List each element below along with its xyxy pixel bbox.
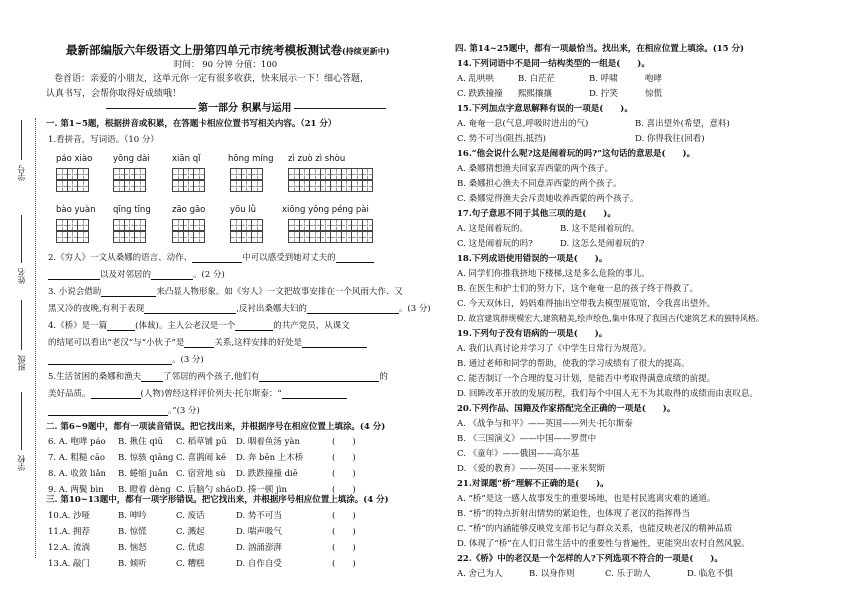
q17-stem: 17.句子意思不同于其他三项的是( )。 [457,209,616,219]
blank[interactable] [144,305,236,314]
q2-line-2: 以及对邻居的 。(2 分) [48,270,225,280]
pinyin-2: yōng dài [113,154,150,164]
pinyin-3: xiān qǐ [172,154,201,164]
write-grid[interactable] [230,168,262,180]
q6-9-row4-option-d[interactable]: D. 揍一顿 jìn [236,485,287,495]
q22-option-c[interactable]: C. 乐于助人 [605,569,651,579]
write-grid[interactable] [56,231,88,243]
binding-margin [0,0,40,608]
pinyin-1: páo xiào [56,154,93,164]
blank[interactable] [48,407,168,416]
part-rule-right [294,108,386,109]
write-grid[interactable] [230,231,262,243]
q18-option-a[interactable]: A. 同学们你推我挤地下楼梯,这是多么危险的事儿。 [457,269,650,279]
doc-title-suffix: (持续更新中) [342,46,390,56]
q10-13-row2-option-d[interactable]: D. 喘声吸气 [236,527,282,537]
q15-stem: 15.下列加点字意思解释有误的一项是( )。 [457,104,633,114]
q18-option-c[interactable]: C. 今天双休日，妈妈难得抽出空带我去模型展览馆，令我喜出望外。 [457,299,716,309]
q20-option-b[interactable]: B. 《三国演义》——中国——罗贯中 [457,434,597,444]
exam-meta: 时间： 90 分钟 分值：100 [174,60,278,70]
write-grid[interactable] [113,180,145,192]
q19-option-a[interactable]: A. 我们认真讨论并学习了《中学生日常行为规范》。 [457,344,652,354]
q6-9-row4-option-c[interactable]: C. 后脑勺 sháo [176,485,236,495]
q20-stem: 20.下列作品、国籍及作家搭配完全正确的一项是( )。 [457,404,676,414]
q18-stem: 18.下列成语使用错误的一项是( )。 [457,254,608,264]
q16-option-b[interactable]: B. 桑娜担心渔夫不同意弄西蒙的两个孩子。 [457,179,622,189]
q16-option-a[interactable]: A. 桑娜猜想渔夫回家弄西蒙的两个孩子。 [457,164,614,174]
blank[interactable] [235,322,273,331]
binding-line [21,215,22,263]
q6-9-row1-option-a[interactable]: 6. A. 咆哮 páo [48,437,106,447]
pinyin-10: xiōng yǒng péng pài [282,205,369,215]
binding-line [21,120,22,160]
q10-13-row3-option-a[interactable]: 12.A. 流淌 [48,543,91,553]
blank[interactable] [307,305,399,314]
q10-13-row1-option-c[interactable]: C. 废话 [176,511,205,521]
q10-13-row2-option-a[interactable]: 11.A. 拥荐 [48,527,91,537]
sec3-title: 三. 第10~13题中，都有一项字形错误。把它找出来，并根据序号相应位置上填涂。(4 分) [46,495,389,505]
q10-13-row3-option-b[interactable]: B. 恼怒 [118,543,147,553]
q6-9-row2-option-b[interactable]: B. 惊骇 qiāng [118,453,174,463]
answer-paren[interactable]: ( ) [332,543,356,553]
q18-option-b[interactable]: B. 在医生和护士们的努力下，这个奄奄一息的孩子终于得救了。 [457,284,699,294]
write-grid[interactable] [56,219,88,231]
doc-title [66,44,390,58]
q20-option-c[interactable]: C. 《童年》——俄国——高尔基 [457,449,580,459]
write-grid[interactable] [288,168,372,180]
q16-stem: 16.“他会说什么呢?这是闹着玩的吗?”这句话的意思是( )。 [457,149,696,159]
q22-option-b[interactable]: B. 以身作则 [529,569,575,579]
answer-paren[interactable]: ( ) [332,453,356,463]
q6-9-row3-option-a[interactable]: 8. A. 收敛 liǎn [48,469,107,479]
intro-line-1: 卷首语：亲爱的小朋友，这单元你一定有很多收获，快来展示一下！细心答题， [54,74,370,84]
q10-13-row4-option-b[interactable]: B. 倾听 [118,559,147,569]
q22-option-a[interactable]: A. 舍己为人 [457,569,503,579]
blank[interactable] [184,339,214,348]
q17-option-c[interactable]: C. 这是闹着玩的吗? [457,239,533,249]
q6-9-row2-option-d[interactable]: D. 奔 bēn 上木桥 [236,453,304,463]
write-grid[interactable] [172,180,204,192]
answer-paren[interactable]: ( ) [332,559,356,569]
write-grid[interactable] [113,231,145,243]
q21-option-d[interactable]: D. 体现了“桥”在人们日常生活中的重要性与普遍性，更能突出农村自然风貌。 [457,539,750,549]
q6-9-row3-option-d[interactable]: D. 跌跌撞撞 diē [236,469,298,479]
blank[interactable] [282,390,347,399]
q14-option-b2: 咆哮 [645,74,663,84]
q10-13-row4-option-a[interactable]: 13.A. 敲门 [48,559,91,569]
q14-option-a2: B. 白茫茫 [518,74,556,84]
part1-title: 第一部分 积累与运用 [198,103,292,114]
q10-13-row1-option-a[interactable]: 10.A. 沙哑 [48,511,91,521]
blank[interactable] [151,271,193,280]
blank[interactable] [107,322,135,331]
pinyin-7: qīng tīng [113,205,151,215]
q17-option-d[interactable]: D. 这怎么是闹着玩的? [560,239,645,249]
write-grid[interactable] [172,168,204,180]
q2-line-1: 2.《穷人》一文从桑娜的语言、动作、 中可以感受到她对丈夫的 [48,253,374,263]
pinyin-5: zì zuò zì shòu [288,154,346,164]
sec2-title: 二. 第6~9题中，都有一项读音错误。把它找出来，并根据序号在相应位置上填涂。(4 分) [46,422,386,432]
q10-13-row3-option-c[interactable]: C. 优虑 [176,543,205,553]
write-grid[interactable] [113,219,145,231]
blank[interactable] [192,254,242,263]
sec4-title: 四. 第14~25题中，都有一项最恰当。找出来，在相应位置上填涂。(15 分) [455,44,745,54]
answer-paren[interactable]: ( ) [332,485,356,495]
q15-option-c[interactable]: C. 势不可当(阻挡,抵挡) [457,134,546,144]
binding-line [21,300,22,350]
write-grid[interactable] [56,180,88,192]
q22-option-d[interactable]: D. 临危不惧 [687,569,733,579]
q14-option-b[interactable]: B. 呼啸 [589,74,618,84]
q21-option-a[interactable]: A. “桥”是这一感人故事发生的重要场地，也是村民逃离灾难的通道。 [457,494,716,504]
binding-line [21,392,22,450]
part-rule-left [106,108,196,109]
pinyin-9: yōu lǜ [230,205,257,215]
q21-option-c[interactable]: C. “桥”的内涵能够反映党支部书记与群众关系，也能反映老汉的精神品质 [457,524,733,534]
q6-9-row2-option-c[interactable]: C. 喜鹊闹 kē [176,453,226,463]
blank[interactable] [336,254,374,263]
q4-line-3: 。(3 分) [48,355,204,365]
blank[interactable] [48,356,172,365]
q14-option-c2: 熙熙攘攘 [518,89,553,99]
q10-13-row4-option-d[interactable]: D. 自作自受 [236,559,282,569]
q10-13-row3-option-d[interactable]: D. 汹涌澎湃 [236,543,282,553]
write-grid[interactable] [172,219,204,231]
answer-paren[interactable]: ( ) [332,527,356,537]
right-column [455,0,855,608]
answer-paren[interactable]: ( ) [332,511,356,521]
q14-option-c[interactable]: C. 跌跌撞撞 [457,89,503,99]
sec1-title: 一. 第1~5题，根据拼音或积累，在答题卡相应位置书写相关内容。（21 分） [46,119,337,129]
q6-9-row1-option-c[interactable]: C. 稻草铺 pū [176,437,227,447]
q14-stem: 14.下列词语中不是同一结构类型的一组是( )。 [457,59,650,69]
write-grid[interactable] [172,231,204,243]
q20-option-d[interactable]: D. 《爱的教育》——英国——亚米契斯 [457,464,605,474]
q18-option-d[interactable]: D. 故宫建筑群规模宏大,建筑精美,绘声绘色,集中体现了我国古代建筑艺术的独特风格。 [457,314,764,323]
q14-option-a[interactable]: A. 乱哄哄 [457,74,495,84]
write-grid[interactable] [288,180,372,192]
write-grid[interactable] [230,180,262,192]
q17-option-a[interactable]: A. 这是闹着玩的。 [457,224,529,234]
q19-option-d[interactable]: D. 回眸改革开放的发展历程，我们每个中国人无不为其取得的成绩而由衷叹息。 [457,389,758,399]
blank[interactable] [302,339,367,348]
blank[interactable] [91,390,141,399]
binding-label-student-id: 学号 [17,165,26,181]
q15-option-b[interactable]: B. 喜出望外(希望，意料) [635,119,730,129]
binding-label-name: 姓名 [17,268,26,284]
q22-stem: 22.《桥》中的老汉是一个怎样的人?下列选项不符合的一项是( )。 [457,554,723,564]
binding-label-school: 学校 [17,455,26,471]
q6-9-row2-option-a[interactable]: 7. A. 粗糙 cāo [48,453,106,463]
answer-paren[interactable]: ( ) [332,437,356,447]
q15-option-d[interactable]: D. 你得我往(回看) [635,134,705,144]
q14-option-d2: 惊慌 [645,89,663,99]
q10-13-row1-option-b[interactable]: B. 呻吟 [118,511,147,521]
q6-9-row1-option-b[interactable]: B. 揪住 qiū [118,437,163,447]
q5-line-1: 5.生活贫困的桑娜和渔夫 了邻居的两个孩子,他们有 的 [48,372,388,382]
answer-paren[interactable]: ( ) [332,469,356,479]
intro-line-2: 认真书写，会帮你取得好成绩哦！ [46,89,182,99]
q3-line-1: 3. 小说会借助 来凸显人物形象。如《穷人》一文把故事安排在一个风雨大作、又 [48,287,403,297]
q19-stem: 19.下列句子没有语病的一项是( )。 [457,329,608,339]
write-grid[interactable] [113,168,145,180]
q15-option-a[interactable]: A. 奄奄一息(气息,呼吸时进出的气) [457,119,589,129]
write-grid[interactable] [230,219,262,231]
q4-line-2: 的结尾可以看出“老汉”与“小伙子”是 关系,这样安排的好处是 [48,338,367,348]
q6-9-row4-option-a[interactable]: 9. A. 两鬓 bìn [48,485,104,495]
q10-13-row4-option-c[interactable]: C. 糟糕 [176,559,205,569]
q4-line-1: 4.《桥》是一篇 (体裁)。主人公老汉是一个 的共产党员，从课文 [48,321,350,331]
left-column [46,0,442,608]
write-grid[interactable] [288,219,372,231]
q6-9-row3-option-b[interactable]: B. 蜷缩 juǎn [118,469,169,479]
pinyin-6: bào yuàn [56,205,96,215]
q6-9-row3-option-c[interactable]: C. 宿营地 sù [176,469,226,479]
q6-9-row1-option-d[interactable]: D. 咽着鱼汤 yàn [236,437,300,447]
pinyin-4: hōng míng [228,154,274,164]
q14-option-d[interactable]: D. 拧笑 [589,89,618,99]
blank[interactable] [48,271,100,280]
q6-9-row4-option-b[interactable]: B. 瞪着 dèng [118,485,171,495]
q3-line-2: 黑又冷的夜晚,有利于表现 ,反衬出桑娜夫妇的 。(3 分) [48,304,431,314]
blank[interactable] [259,373,379,382]
q5-line-3: 。”(3 分) [48,406,200,416]
q10-13-row2-option-c[interactable]: C. 溅起 [176,527,205,537]
q19-option-c[interactable]: C. 能否制订一个合理的复习计划，是能否中考取得满意成绩的前提。 [457,374,716,384]
write-grid[interactable] [56,168,88,180]
cut-line [35,118,36,558]
blank[interactable] [101,288,156,297]
doc-title-text: 最新部编版六年级语文上册第四单元市统考模板测试卷 [66,43,342,57]
write-grid[interactable] [288,231,372,243]
q17-option-b[interactable]: B. 这不是闹着玩的。 [560,224,640,234]
pinyin-8: zāo gāo [172,205,206,215]
q5-line-2: 美好品质。 (人物)曾经这样评价列夫·托尔斯泰：“ [48,389,347,399]
q19-option-b[interactable]: B. 通过老师和同学的帮助，使我的学习成绩有了很大的提高。 [457,359,690,369]
q21-stem: 21.对课题“桥”理解不正确的是( )。 [457,479,609,489]
q21-option-b[interactable]: B. “桥”的特点折射出情势的紧迫性，也体现了老汉的指挥得当 [457,509,690,519]
q10-13-row1-option-d[interactable]: D. 势不可当 [236,511,282,521]
q10-13-row2-option-b[interactable]: B. 惊慌 [118,527,147,537]
q20-option-a[interactable]: A. 《战争与和平》——英国——列夫·托尔斯泰 [457,419,633,429]
q16-option-c[interactable]: C. 桑娜觉得渔夫会斥责她收养西蒙的两个孩子。 [457,194,639,204]
binding-label-class: 班级 [17,355,26,371]
q1-stem: 1.看拼音，写词语。（10 分） [48,135,159,145]
blank[interactable] [141,373,163,382]
